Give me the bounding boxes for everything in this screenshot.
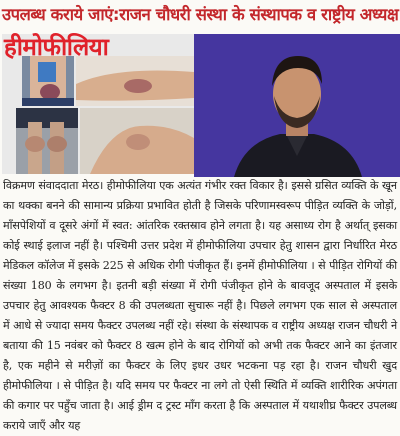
article-body: विक्रमण संवाददाता मेरठ। हीमोफीलिया एक अत्यंत गंभीर रक्त विकार है। इससे ग्रसित व्यक्ति के खून का थक्का बनने की सामान्य प्रक्रिया प्रभावित होती है जिसके परिणामस्वरूप पीड़ित व्यक्ति के जोड़ों, माँसपेशियों व दूसरे अंगों में स्वत: आंतरिक रक्तस्राव होने लगता है। यह असाध्य रोग है अर्थात् इसका कोई स्थाई इलाज नहीं है। पश्चिमी उत्तर प्रदेश में हीमोफीलिया उपचार हेतु शासन द्वारा निर्धारित मेरठ मेडिकल कॉलेज में इसके 225 से अधिक रोगी पंजीकृत हैं। इनमें हीमोफीलिया । से पीड़ित रोगियों की संख्या 180 के लगभग है। इतनी बड़ी संख्या में रोगी पंजीकृत होने के बावजूद अस्पताल में इसके उपचार हेतु आवश्यक फैक्टर 8 की उपलब्धता सुचारू नहीं है। पिछले लगभग एक साल से अस्पताल में आधे से ज्यादा समय फैक्टर उपलब्ध नहीं रहे। संस्था के संस्थापक व राष्ट्रीय अध्यक्ष राजन चौधरी ने बताया की 15 नवंबर को फैक्टर 8 खत्म होने के बाद रोगियों को अभी तक फैक्टर आने का इंतजार है, एक महीने से मरीज़ों का फैक्टर के लिए इधर उधर भटकना पड़ रहा है। राजन चौधरी खुद हीमोफीलिया । से पीड़ित है। यदि समय पर फैक्टर ना लगे तो ऐसी स्थिति में व्यक्ति शारीरिक अपंगता की कगार पर पहुँच जाता है। आई ड्रीम द ट्रस्ट माँग करता है कि अस्पताल में यथाशीघ्र फैक्टर उपलब्ध कराये जाएँ और यह	[3, 179, 397, 432]
headline: उपलब्ध कराये जाएं:राजन चौधरी संस्था के संस्थापक व राष्ट्रीय अध्यक्ष	[2, 5, 399, 24]
photo-arm-swelling	[80, 108, 194, 174]
portrait-photo	[194, 34, 400, 177]
photo-label: हीमोफीलिया	[4, 33, 109, 61]
photo-knee-bruise	[22, 56, 74, 106]
portrait-person-icon	[194, 34, 400, 177]
photo-arm-bruise	[76, 56, 194, 106]
photo-swollen-legs	[16, 108, 78, 174]
